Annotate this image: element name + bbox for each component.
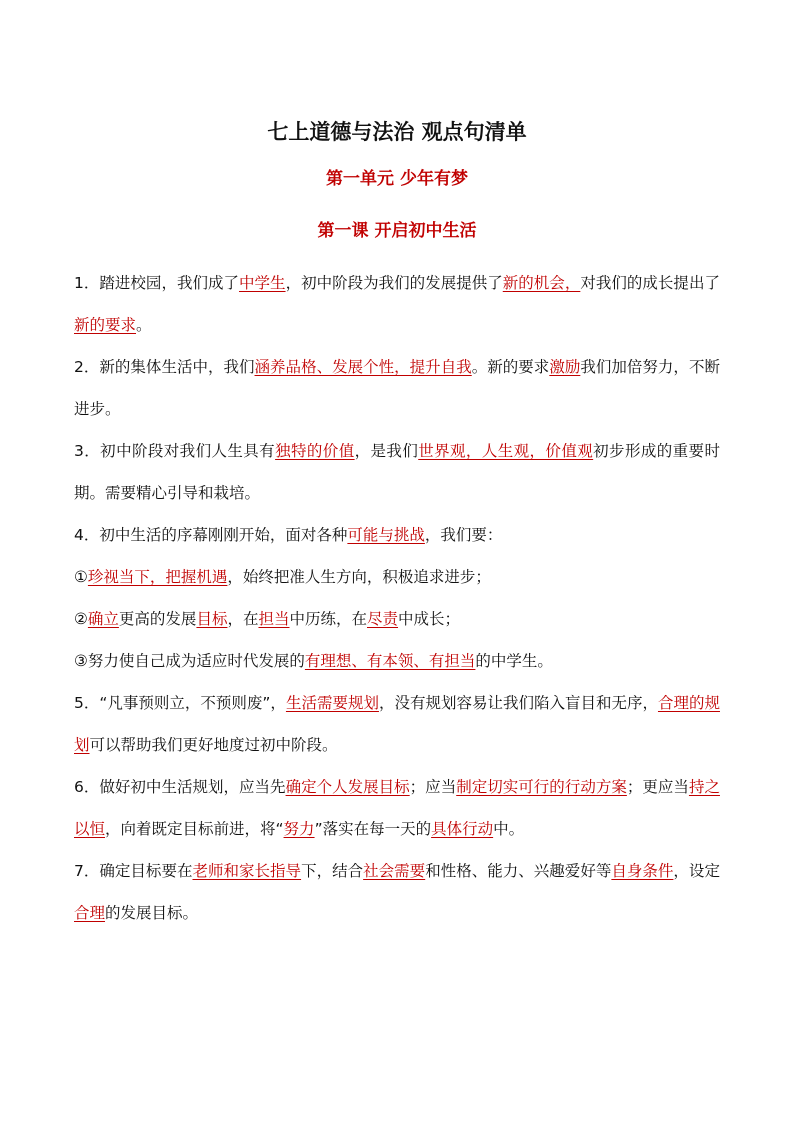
item-text: 可以帮助我们更好地度过初中阶段。 — [89, 736, 338, 754]
underlined-keyword: 新的要求 — [74, 316, 137, 334]
item-text: 1．踏进校园，我们成了 — [74, 274, 240, 292]
point-item-6 — [74, 766, 720, 850]
item-text: ，在 — [227, 610, 259, 628]
underlined-keyword: 独特的价值 — [275, 442, 355, 460]
underlined-keyword: 老师和家长指导 — [192, 862, 302, 880]
item-text: 2．新的集体生活中，我们 — [74, 358, 255, 376]
point-item-7 — [74, 850, 720, 934]
underlined-keyword: 有理想、有本领、有担当 — [304, 652, 476, 670]
item-text: ，设定 — [673, 862, 720, 880]
item-text: ”落实在每一天的 — [314, 820, 432, 838]
underlined-keyword: 珍视当下，把握机遇 — [87, 568, 228, 586]
unit-heading: 第一单元 少年有梦 — [326, 169, 468, 189]
underlined-keyword: 努力 — [283, 820, 315, 838]
item-text: 中成长； — [398, 610, 461, 628]
item-text: 3．初中阶段对我们人生具有 — [74, 442, 276, 460]
item-text: 4．初中生活的序幕刚刚开始，面对各种 — [74, 526, 348, 544]
item-text: 对我们的成长提出了 — [580, 274, 720, 292]
item-text: ，始终把准人生方向，积极追求进步； — [227, 568, 491, 586]
lesson-heading: 第一课 开启初中生活 — [317, 221, 477, 241]
underlined-keyword: 担当 — [258, 610, 290, 628]
underlined-keyword: 自身条件 — [611, 862, 674, 880]
point-item-4-sub-1 — [74, 556, 720, 598]
item-text: 和性格、能力、兴趣爱好等 — [425, 862, 612, 880]
item-text: 我们加倍努力，不断进步。 — [74, 358, 720, 418]
underlined-keyword: 具体行动 — [431, 820, 494, 838]
underlined-keyword: 合理的规划 — [74, 694, 720, 754]
item-text: ，初中阶段为我们的发展提供了 — [285, 274, 503, 292]
point-item-3 — [74, 430, 720, 514]
underlined-keyword: 制定切实可行的行动方案 — [456, 778, 627, 796]
underlined-keyword: 世界观，人生观，价值观 — [418, 442, 594, 460]
underlined-keyword: 社会需要 — [363, 862, 426, 880]
item-text: 初步形成的重要时期。需要精心引导和栽培。 — [74, 442, 720, 502]
item-text: 中历练，在 — [289, 610, 367, 628]
item-text: 的中学生。 — [475, 652, 553, 670]
item-text: 更高的发展 — [118, 610, 197, 628]
underlined-keyword: 目标 — [196, 610, 228, 628]
underlined-keyword: 新的机会， — [502, 274, 581, 292]
underlined-keyword: 确定个人发展目标 — [285, 778, 410, 796]
item-text: 6．做好初中生活规划，应当先 — [74, 778, 286, 796]
underlined-keyword: 生活需要规划 — [285, 694, 379, 712]
item-text: ，我们要： — [424, 526, 503, 544]
item-text: ；更应当 — [626, 778, 689, 796]
document-title: 七上道德与法治 观点句清单 — [267, 120, 527, 144]
underlined-keyword: 确立 — [87, 610, 119, 628]
underlined-keyword: 尽责 — [367, 610, 399, 628]
underlined-keyword: 可能与挑战 — [347, 526, 425, 544]
item-text: ，是我们 — [354, 442, 419, 460]
point-item-4 — [74, 514, 720, 556]
underlined-keyword: 合理 — [74, 904, 106, 922]
underlined-keyword: 激励 — [549, 358, 581, 376]
point-item-5 — [74, 682, 720, 766]
point-list — [74, 262, 720, 934]
item-text: 7．确定目标要在 — [74, 862, 193, 880]
item-text: ② — [74, 610, 88, 628]
item-text: ① — [74, 568, 88, 586]
item-text: ③努力使自己成为适应时代发展的 — [74, 652, 305, 670]
point-item-2 — [74, 346, 720, 430]
item-text: 。 — [136, 316, 152, 334]
item-text: ，没有规划容易让我们陷入盲目和无序， — [378, 694, 658, 712]
underlined-keyword: 涵养品格、发展个性，提升自我 — [254, 358, 472, 376]
item-text: 下，结合 — [301, 862, 364, 880]
item-text: 5．“凡事预则立，不预则废”， — [74, 694, 286, 712]
item-text: 中。 — [493, 820, 525, 838]
item-text: 的发展目标。 — [105, 904, 199, 922]
item-text: 。新的要求 — [471, 358, 550, 376]
item-text: ；应当 — [409, 778, 457, 796]
point-item-1 — [74, 262, 720, 346]
underlined-keyword: 持之以恒 — [74, 778, 720, 838]
point-item-4-sub-2 — [74, 598, 720, 640]
point-item-4-sub-3 — [74, 640, 720, 682]
item-text: ，向着既定目标前进，将“ — [105, 820, 284, 838]
underlined-keyword: 中学生 — [239, 274, 286, 292]
